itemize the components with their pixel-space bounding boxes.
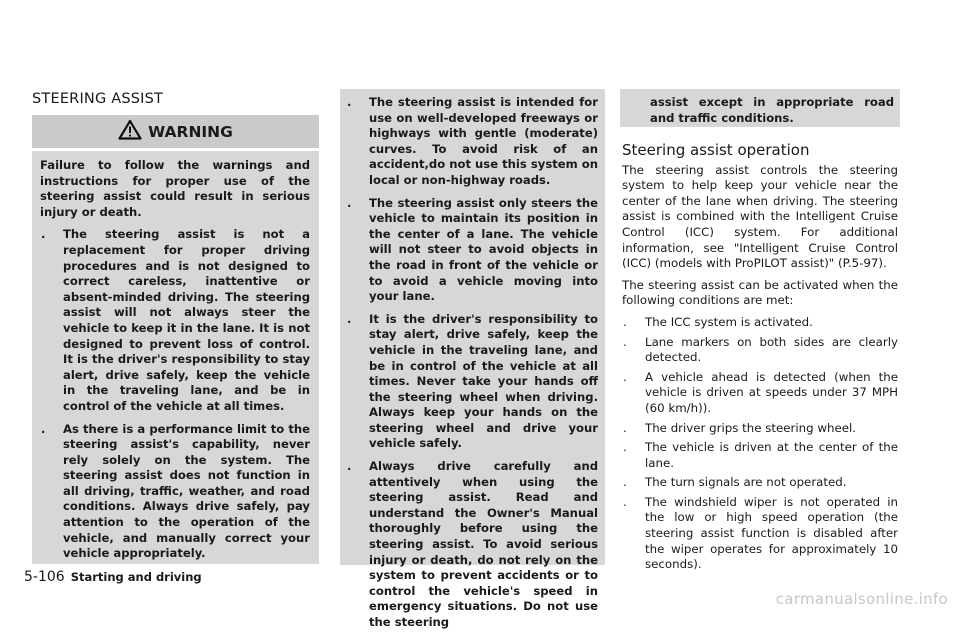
bullet-marker: . [347, 311, 352, 326]
condition-item [622, 370, 898, 417]
warning-bullet [346, 95, 598, 189]
condition-text: A vehicle ahead is detected (when the vehicle is driven at speeds under 37 MPH (60 km/h)). [645, 369, 898, 415]
condition-text: Lane markers on both sides are clearly detected. [645, 334, 898, 365]
operation-paragraph-1: The steering assist controls the steering system to help keep your vehicle near the center of the lane when driving. The steering assist is combined with the Intelligent Cruise Control (ICC) system. For additional information, see "Intelligent Cruise Control (ICC) (models with ProPILOT assist)" (P.5-97). [622, 162, 898, 271]
warning-bullet-text: The steering assist is not a replacement for proper driving procedures and is not designed to correct careless, inattentive or absent-minded driving. The steering assist will not always steer the vehicle to keep it in the lane. It is not designed to prevent loss of control. It is the driver's responsibility to stay alert, drive safely, keep the vehicle in the traveling lane, and be in control of the vehicle at all times. [63, 227, 310, 413]
warning-header [32, 115, 319, 148]
operation-heading: Steering assist operation [622, 141, 810, 159]
bullet-marker: . [623, 440, 627, 455]
condition-item [622, 440, 898, 471]
page-footer [24, 569, 202, 585]
warning-triangle-icon [118, 119, 142, 144]
warning-bullet [40, 227, 310, 414]
condition-text: The ICC system is activated. [645, 314, 813, 329]
bullet-marker: . [623, 314, 627, 329]
warning-bullet [346, 459, 598, 631]
warning-bullet-text: The steering assist is intended for use on well-developed freeways or highways with gentle (moderate) curves. To avoid risk of an accident,do not use this system on local or non-highway roads. [369, 95, 598, 187]
warning-title: WARNING [148, 122, 233, 141]
bullet-marker: . [41, 421, 46, 436]
condition-text: The vehicle is driven at the center of the lane. [645, 440, 898, 470]
warning-content-col1 [40, 158, 310, 569]
condition-text: The windshield wiper is not operated in the low or high speed operation (the steering assist function is disabled after the wiper operates for approximately 10 seconds). [645, 494, 898, 572]
bullet-marker: . [623, 369, 627, 384]
warning-bullet [346, 312, 598, 452]
warning-content-col2 [346, 95, 598, 638]
warning-bullet-text: As there is a performance limit to the steering assist's capability, never rely solely on the system. The steering assist does not function in all driving, traffic, weather, and road conditions. Always drive safely, pay attention to the operation of the vehicle, and manually correct your vehicle appropriately. [63, 421, 310, 561]
condition-item [622, 335, 898, 366]
operation-section [622, 143, 898, 577]
bullet-marker: . [347, 459, 352, 474]
warning-bullet [346, 196, 598, 305]
condition-item [622, 315, 898, 331]
condition-text: The driver grips the steering wheel. [645, 420, 857, 435]
condition-item [622, 421, 898, 437]
condition-text: The turn signals are not operated. [645, 475, 847, 490]
section-title: STEERING ASSIST [32, 91, 164, 107]
warning-bullet [40, 422, 310, 562]
warning-continuation-col3 [628, 95, 894, 126]
warning-bullet-text-continued: assist except in appropriate road and traffic conditions. [650, 95, 894, 125]
operation-paragraph-2: The steering assist can be activated when the following conditions are met: [622, 277, 898, 308]
bullet-marker: . [623, 475, 627, 490]
bullet-marker: . [623, 334, 627, 349]
bullet-marker: . [347, 95, 352, 109]
bullet-marker: . [623, 420, 627, 435]
watermark: carmanualsonline.info [775, 590, 948, 608]
warning-bullet-text: It is the driver's responsibility to stay alert, drive safely, keep the vehicle in the traveling lane, and be in control of the vehicle at all times. Never take your hands off the steering wheel when driving. Always keep your hands on the steering wheel and drive your vehicle safely. [369, 311, 598, 451]
condition-item [622, 475, 898, 491]
page-number: 5-106 [24, 569, 65, 585]
warning-bullet-text: The steering assist only steers the vehicle to maintain its position in the center of a lane. The vehicle will not steer to avoid objects in the road in front of the vehicle or to avoid a vehicle moving into your lane. [369, 195, 598, 304]
warning-bullet-text: Always drive carefully and attentively when using the steering assist. Read and understand the Owner's Manual thoroughly before using the steering assist. To avoid serious injury or death, do not rely on the system to prevent accidents or to control the vehicle's speed in emergency situations. Do not use the steering [369, 459, 598, 629]
warning-intro: Failure to follow the warnings and instructions for proper use of the steering assist could result in serious injury or death. [40, 158, 310, 219]
condition-item [622, 495, 898, 573]
bullet-marker: . [623, 494, 627, 509]
bullet-marker: . [41, 227, 46, 242]
chapter-title: Starting and driving [70, 570, 202, 584]
bullet-marker: . [347, 195, 352, 210]
